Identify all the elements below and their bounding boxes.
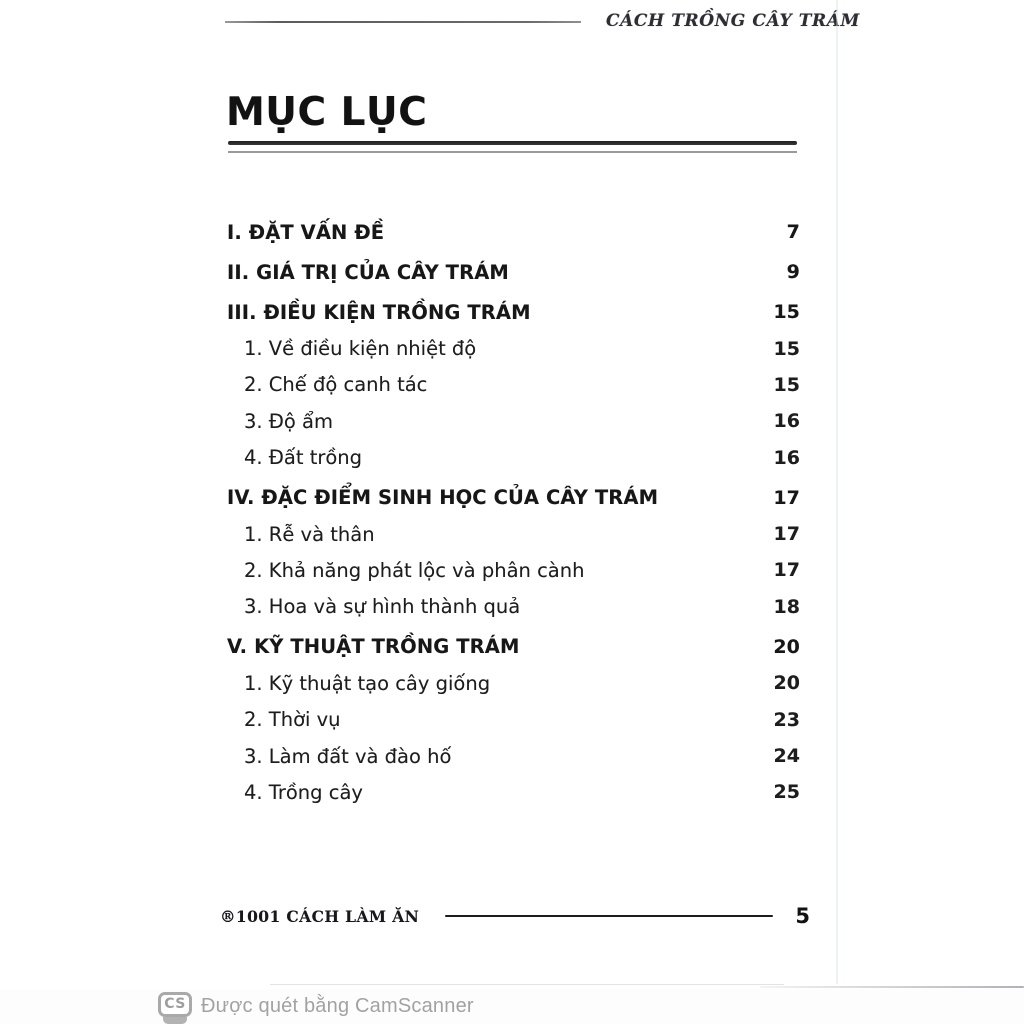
toc-entry-page: 16 (773, 410, 800, 433)
toc-entry-page: 15 (773, 301, 800, 324)
running-title: CÁCH TRỒNG CÂY TRÁM (606, 11, 860, 31)
toc-entry (227, 738, 800, 774)
toc-entry (227, 367, 800, 403)
toc-entry-page: 18 (773, 595, 800, 618)
toc-entry-label: 2. Chế độ canh tác (244, 373, 428, 397)
footer-page-number: 5 (795, 904, 810, 928)
toc-entry (227, 774, 800, 810)
toc-entry-page: 9 (786, 261, 800, 284)
toc-entry-label: 3. Làm đất và đào hố (244, 744, 452, 768)
toc-entry-label: II. GIÁ TRỊ CỦA CÂY TRÁM (227, 260, 509, 284)
toc-entry-label: 2. Thời vụ (244, 708, 341, 732)
toc-entry-label: V. KỸ THUẬT TRỒNG TRÁM (227, 635, 520, 659)
toc-entry-label: III. ĐIỀU KIỆN TRỒNG TRÁM (227, 300, 531, 324)
page-title: MỤC LỤC (226, 90, 428, 135)
toc-entry (227, 665, 800, 701)
toc-entry (227, 589, 800, 625)
toc-entry-page: 16 (773, 446, 800, 469)
toc-entry-page: 7 (786, 221, 800, 244)
toc-entry-label: 4. Đất trồng (244, 446, 363, 470)
toc-entry (227, 294, 800, 330)
page-bottom-edge (270, 984, 784, 985)
toc-entry-label: 2. Khả năng phát lộc và phân cành (244, 558, 585, 582)
camscanner-watermark-text: Được quét bằng CamScanner (201, 995, 474, 1017)
toc-entry-label: 4. Trồng cây (244, 780, 363, 804)
page-footer (220, 902, 810, 930)
toc-entry (227, 330, 800, 366)
toc-entry (227, 440, 800, 476)
toc-entry (227, 403, 800, 439)
camscanner-watermark-bar (0, 989, 1024, 1024)
toc-entry-page: 15 (773, 373, 800, 396)
toc-entry-label: I. ĐẶT VẤN ĐỀ (227, 220, 385, 244)
toc-entry (227, 214, 800, 250)
toc-entry-label: 3. Độ ẩm (244, 409, 333, 433)
toc-entry-page: 24 (773, 745, 800, 768)
camscanner-badge-tab (163, 1017, 187, 1024)
toc-entry-page: 15 (773, 337, 800, 360)
toc-entry-label: 1. Rễ và thân (244, 522, 375, 546)
camscanner-logo-icon (158, 992, 192, 1022)
toc-entry-page: 17 (773, 523, 800, 546)
toc-entry-page: 20 (773, 672, 800, 695)
toc-entry-page: 17 (773, 486, 800, 509)
title-rule-thin (228, 151, 797, 153)
toc-entry-page: 17 (773, 559, 800, 582)
toc-entry (227, 552, 800, 588)
toc-entry (227, 254, 800, 290)
toc-entry-label: IV. ĐẶC ĐIỂM SINH HỌC CỦA CÂY TRÁM (227, 486, 659, 510)
scan-artifact-line (836, 0, 838, 984)
header-rule (225, 21, 581, 23)
toc-entry-label: 3. Hoa và sự hình thành quả (244, 595, 521, 619)
toc-entry-label: 1. Về điều kiện nhiệt độ (244, 337, 477, 361)
toc-list (227, 214, 800, 811)
toc-entry-label: 1. Kỹ thuật tạo cây giống (244, 671, 491, 695)
title-rule-thick (228, 141, 797, 145)
toc-entry (227, 701, 800, 737)
camscanner-cs-badge: CS (158, 992, 192, 1017)
footer-brand: ®1001 CÁCH LÀM ĂN (220, 906, 420, 926)
page-bottom-edge-shadow (760, 986, 1024, 988)
toc-entry (227, 629, 800, 665)
footer-rule (445, 915, 773, 917)
toc-entry-page: 25 (773, 781, 800, 804)
toc-entry (227, 516, 800, 552)
toc-entry-page: 20 (773, 635, 800, 658)
toc-entry-page: 23 (773, 708, 800, 731)
toc-entry (227, 480, 800, 516)
